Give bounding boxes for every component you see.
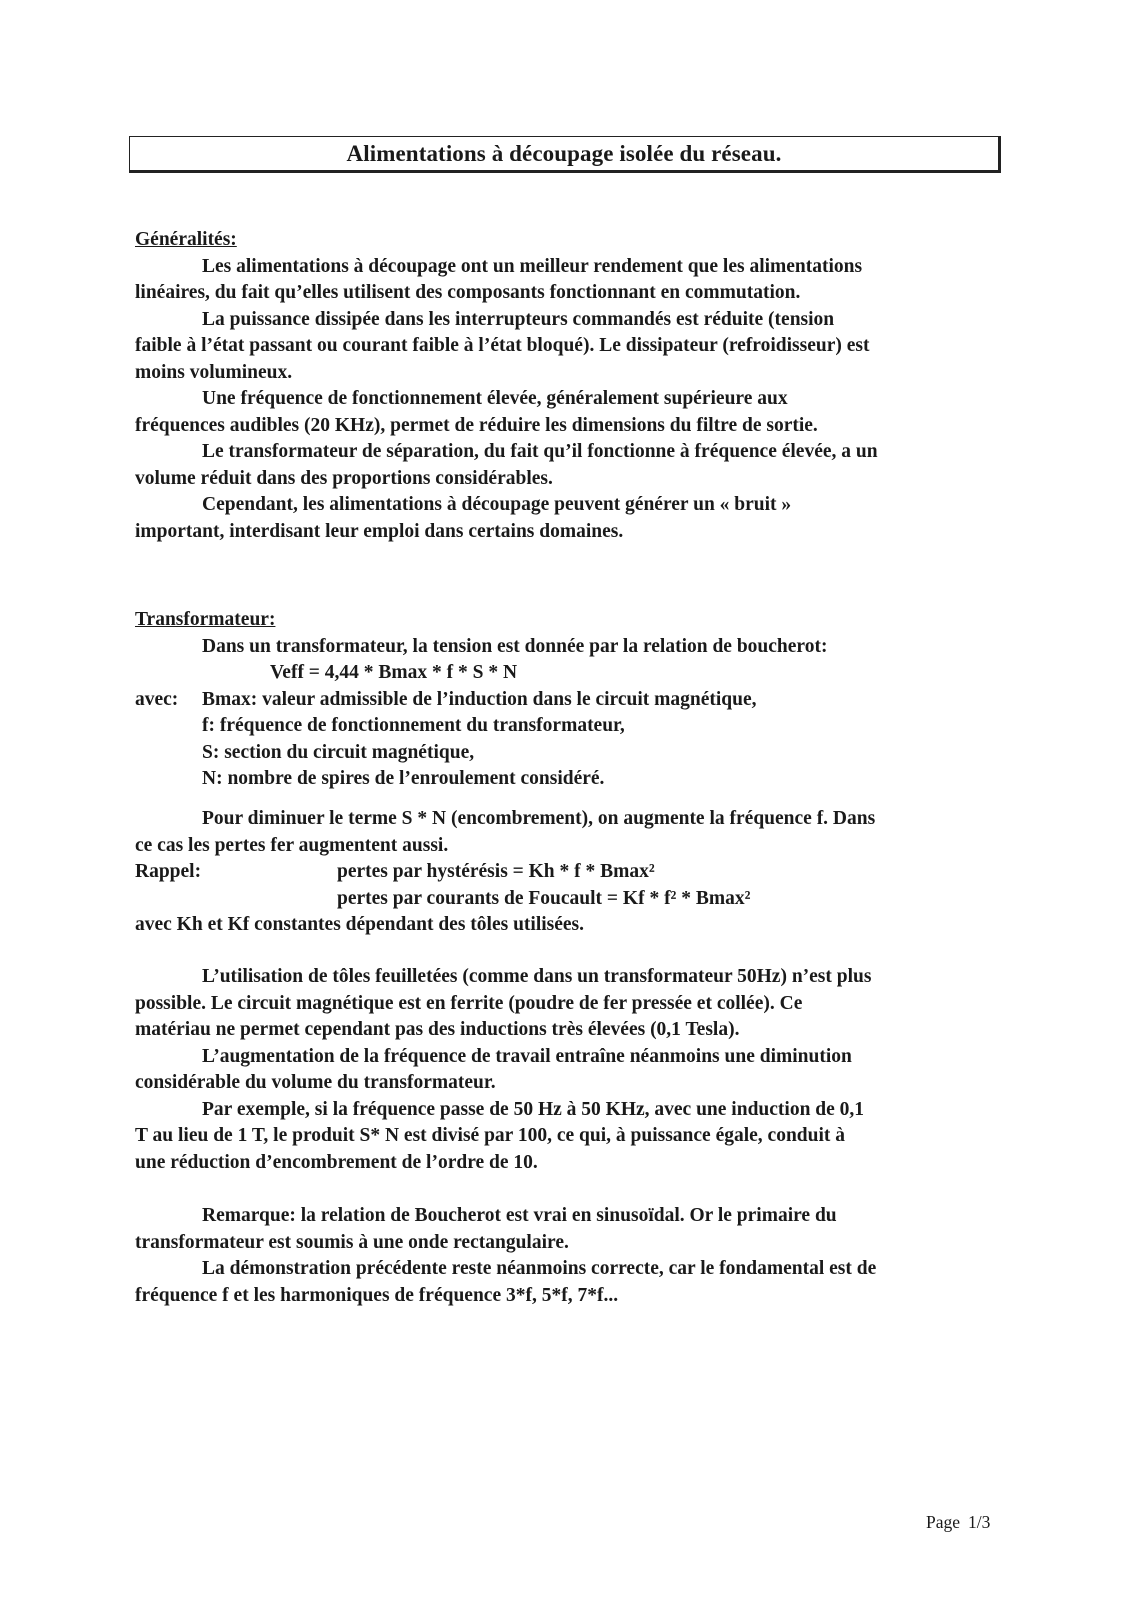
avec-label: avec: <box>135 688 179 710</box>
document-title: Alimentations à découpage isolée du réseau. <box>346 140 782 166</box>
paragraph-line: considérable du volume du transformateur. <box>135 1072 496 1093</box>
paragraph-line: linéaires, du fait qu’elles utilisent des composants fonctionnant en commutation. <box>135 282 801 303</box>
paragraph-line: moins volumineux. <box>135 361 293 383</box>
paragraph-line: T au lieu de 1 T, le produit S* N est divisé par 100, ce qui, à puissance égale, conduit à <box>135 1125 846 1146</box>
transformateur-para1 <box>135 806 1005 939</box>
rappel-item <box>135 859 1005 886</box>
paragraph-line: fréquences audibles (20 KHz), permet de réduire les dimensions du filtre de sortie. <box>135 414 818 436</box>
avec-item-text: Bmax: valeur admissible de l’induction dans le circuit magnétique, <box>202 688 757 710</box>
page-number: 1/3 <box>968 1512 991 1532</box>
paragraph-line: Une fréquence de fonctionnement élevée, généralement supérieure aux <box>202 388 788 409</box>
rappel-item-text: pertes par hystérésis = Kh * f * Bmax² <box>337 861 655 882</box>
paragraph-line: La démonstration précédente reste néanmoins correcte, car le fondamental est de <box>202 1258 877 1279</box>
rappel-label: Rappel: <box>135 861 202 882</box>
paragraph-line: La puissance dissipée dans les interrupteurs commandés est réduite (tension <box>202 308 835 330</box>
paragraph-line: transformateur est soumis à une onde rectangulaire. <box>135 1231 569 1253</box>
paragraph-line: Remarque: la relation de Boucherot est vrai en sinusoïdal. Or le primaire du <box>202 1205 837 1226</box>
avec-item: S: section du circuit magnétique, <box>202 741 475 763</box>
paragraph-line: Dans un transformateur, la tension est donnée par la relation de boucherot: <box>202 635 828 657</box>
paragraph-line: L’utilisation de tôles feuilletées (comme dans un transformateur 50Hz) n’est plus <box>202 966 872 987</box>
transformateur-para2 <box>135 964 1005 1176</box>
paragraph-line: Par exemple, si la fréquence passe de 50 Hz à 50 KHz, avec une induction de 0,1 <box>202 1098 865 1120</box>
formula: Veff = 4,44 * Bmax * f * S * N <box>270 662 518 683</box>
paragraph-line: Les alimentations à découpage ont un meilleur rendement que les alimentations <box>202 255 863 277</box>
paragraph-line: ce cas les pertes fer augmentent aussi. <box>135 834 449 856</box>
avec-item: f: fréquence de fonctionnement du transformateur, <box>202 715 625 736</box>
paragraph-line: L’augmentation de la fréquence de travail entraîne néanmoins une diminution <box>202 1045 852 1067</box>
paragraph-line: important, interdisant leur emploi dans certains domaines. <box>135 520 624 542</box>
paragraph-line: possible. Le circuit magnétique est en ferrite (poudre de fer pressée et collée). Ce <box>135 992 803 1014</box>
section-generalites <box>135 227 1005 545</box>
transformateur-para3 <box>135 1203 1005 1309</box>
paragraph-line: matériau ne permet cependant pas des inductions très élevées (0,1 Tesla). <box>135 1019 740 1040</box>
paragraph-line: Cependant, les alimentations à découpage peuvent générer un « bruit » <box>202 494 792 515</box>
title-box <box>129 136 1001 173</box>
paragraph-line: volume réduit dans des proportions considérables. <box>135 467 553 489</box>
page-label: Page <box>926 1512 961 1532</box>
paragraph-line: Le transformateur de séparation, du fait qu’il fonctionne à fréquence élevée, a un <box>202 441 878 462</box>
paragraph-line: faible à l’état passant ou courant faible à l’état bloqué). Le dissipateur (refroidisseur) est <box>135 335 870 356</box>
paragraph-line: avec Kh et Kf constantes dépendant des tôles utilisées. <box>135 914 585 935</box>
section-heading: Généralités: <box>135 229 237 250</box>
page-footer <box>926 1512 990 1533</box>
section-transformateur <box>135 607 1005 793</box>
avec-item <box>135 687 1005 714</box>
rappel-item: pertes par courants de Foucault = Kf * f² * Bmax² <box>337 887 751 909</box>
paragraph-line: Pour diminuer le terme S * N (encombrement), on augmente la fréquence f. Dans <box>202 808 876 829</box>
section-heading: Transformateur: <box>135 609 276 630</box>
paragraph-line: une réduction d’encombrement de l’ordre de 10. <box>135 1151 538 1173</box>
avec-item: N: nombre de spires de l’enroulement considéré. <box>202 768 605 789</box>
paragraph-line: fréquence f et les harmoniques de fréquence 3*f, 5*f, 7*f... <box>135 1284 619 1306</box>
